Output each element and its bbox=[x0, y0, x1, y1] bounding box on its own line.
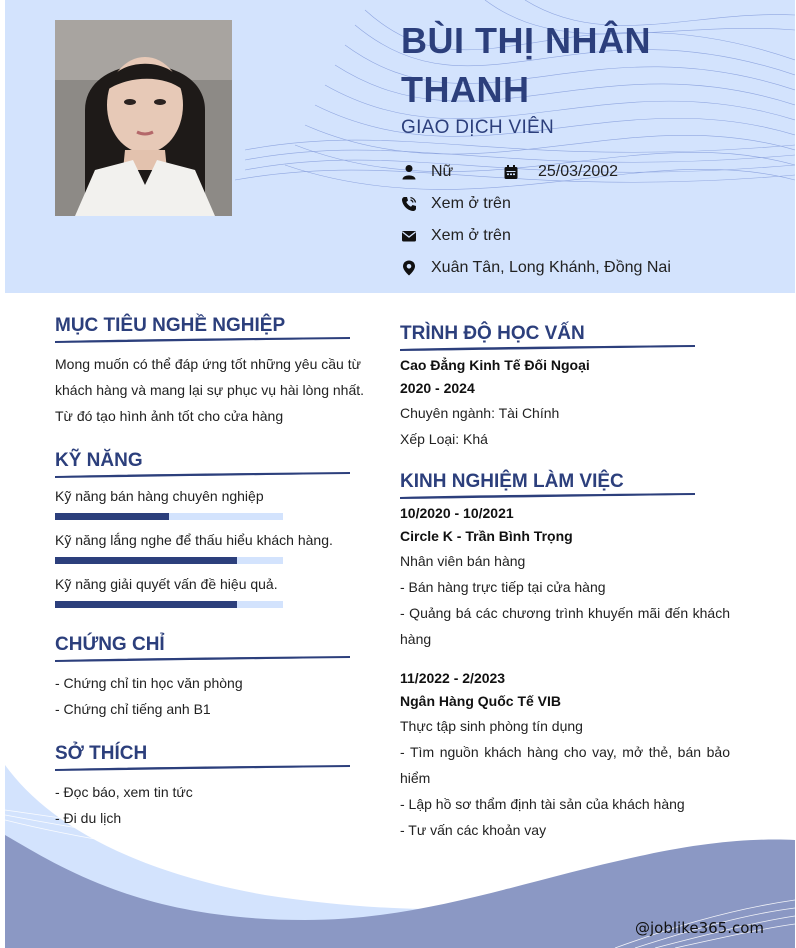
job-period: 11/2022 - 2/2023 bbox=[400, 670, 506, 686]
certificates-underline bbox=[55, 655, 350, 663]
address-value: Xuân Tân, Long Khánh, Đồng Nai bbox=[431, 259, 671, 276]
profile-photo bbox=[55, 20, 232, 216]
job-company: Ngân Hàng Quốc Tế VIB bbox=[400, 693, 562, 709]
hobby-item: - Đọc báo, xem tin tức bbox=[55, 784, 193, 800]
address-row bbox=[401, 257, 751, 279]
job-role: Nhân viên bán hàng bbox=[400, 553, 526, 569]
education-major: Chuyên ngành: Tài Chính bbox=[400, 405, 560, 421]
gender-value: Nữ bbox=[431, 163, 454, 180]
cv-header bbox=[5, 0, 795, 293]
calendar-icon bbox=[503, 164, 519, 180]
experience-underline bbox=[400, 492, 695, 500]
person-icon bbox=[401, 164, 417, 180]
skill-level-bar bbox=[55, 513, 283, 520]
skill-level-fill bbox=[55, 557, 237, 564]
hobbies-heading: SỞ THÍCH bbox=[55, 743, 148, 764]
phone-icon bbox=[401, 196, 417, 212]
skill-level-fill bbox=[55, 513, 169, 520]
education-grade: Xếp Loại: Khá bbox=[400, 431, 488, 447]
job-company: Circle K - Trần Bình Trọng bbox=[400, 528, 573, 544]
job-duty: - Tìm nguồn khách hàng cho vay, mở thẻ, bán bảo hiểm bbox=[400, 744, 730, 786]
skill-level-bar bbox=[55, 601, 283, 608]
phone-row bbox=[401, 193, 701, 215]
birthdate-value: 25/03/2002 bbox=[538, 163, 619, 180]
skills-underline bbox=[55, 471, 350, 479]
hobby-item: - Đi du lịch bbox=[55, 810, 122, 826]
skill-label: Kỹ năng giải quyết vấn đề hiệu quả. bbox=[55, 576, 278, 592]
job-duty: - Lập hồ sơ thẩm định tài sản của khách hàng bbox=[400, 796, 685, 812]
email-value: Xem ở trên bbox=[431, 227, 511, 244]
education-period: 2020 - 2024 bbox=[400, 380, 475, 396]
skill-level-bar bbox=[55, 557, 283, 564]
job-duty: - Bán hàng trực tiếp tại cửa hàng bbox=[400, 579, 606, 595]
job-role: Thực tập sinh phòng tín dụng bbox=[400, 718, 583, 734]
skills-heading: KỸ NĂNG bbox=[55, 450, 143, 471]
candidate-name: BÙI THỊ NHÂN THANH bbox=[401, 20, 651, 110]
objective-underline bbox=[55, 336, 350, 344]
job-duty: - Tư vấn các khoản vay bbox=[400, 822, 547, 838]
certificates-heading: CHỨNG CHỈ bbox=[55, 634, 165, 655]
envelope-icon bbox=[401, 228, 417, 244]
birthdate-row bbox=[503, 161, 663, 183]
experience-heading: KINH NGHIỆM LÀM VIỆC bbox=[400, 471, 624, 492]
skill-label: Kỹ năng lắng nghe để thấu hiểu khách hàng. bbox=[55, 532, 333, 548]
email-row bbox=[401, 225, 701, 247]
education-school: Cao Đẳng Kinh Tế Đối Ngoại bbox=[400, 357, 590, 373]
phone-value: Xem ở trên bbox=[431, 195, 511, 212]
skill-level-fill bbox=[55, 601, 237, 608]
certificate-item: - Chứng chỉ tin học văn phòng bbox=[55, 675, 243, 691]
certificate-item: - Chứng chỉ tiếng anh B1 bbox=[55, 701, 211, 717]
objective-heading: MỤC TIÊU NGHỀ NGHIỆP bbox=[55, 315, 286, 336]
cv-page bbox=[5, 0, 795, 948]
job-duty: - Quảng bá các chương trình khuyến mãi đến khách hàng bbox=[400, 605, 730, 647]
job-period: 10/2020 - 10/2021 bbox=[400, 505, 514, 521]
hobbies-underline bbox=[55, 764, 350, 772]
objective-text: Mong muốn có thể đáp ứng tốt những yêu cầu từ khách hàng và mang lại sự phục vụ hài lòng nhất. Từ đó tạo hình ảnh tốt cho cửa hàng bbox=[55, 356, 365, 424]
site-watermark: @joblike365.com bbox=[635, 919, 765, 937]
skill-label: Kỹ năng bán hàng chuyên nghiệp bbox=[55, 488, 264, 504]
job-title: GIAO DỊCH VIÊN bbox=[401, 117, 555, 138]
location-pin-icon bbox=[401, 260, 417, 276]
education-heading: TRÌNH ĐỘ HỌC VẤN bbox=[400, 323, 585, 344]
education-underline bbox=[400, 344, 695, 352]
